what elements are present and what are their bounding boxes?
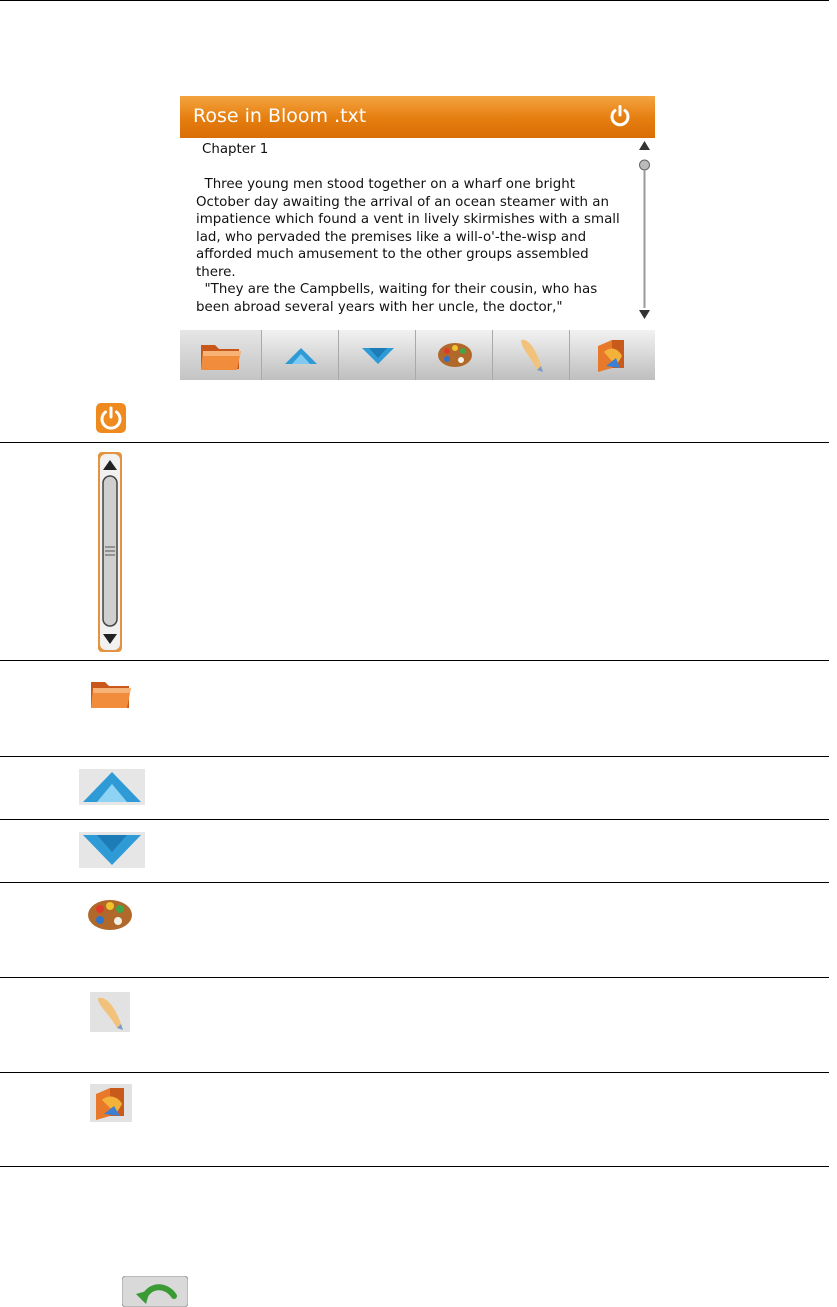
title-bar	[180, 96, 655, 138]
text-line: been abroad several years with her uncle, the doctor,"	[196, 299, 563, 315]
folder-icon	[198, 337, 244, 373]
row-divider	[0, 882, 829, 883]
ebook-reader-screen	[180, 96, 655, 380]
text-area[interactable]	[180, 138, 632, 328]
page-down-button[interactable]	[339, 330, 416, 380]
scroll-down-arrow-icon	[639, 310, 650, 319]
chapter-heading: Chapter 1	[202, 142, 269, 157]
scroll-up-arrow-icon	[639, 141, 650, 150]
exit-button[interactable]	[570, 330, 655, 380]
scrollbar	[97, 452, 123, 652]
row-divider	[0, 442, 829, 443]
bottom-toolbar	[180, 330, 655, 380]
book-text	[196, 176, 620, 316]
text-line: Three young men stood together on a wharf one bright	[196, 177, 575, 192]
row-divider	[0, 819, 829, 820]
text-line: impatience which found a vent in lively skirmishes with a small	[196, 212, 620, 227]
back-icon	[122, 1276, 188, 1307]
open-file-button[interactable]	[180, 330, 262, 380]
palette-icon	[86, 896, 134, 934]
page-top-rule	[0, 0, 829, 1]
power-icon[interactable]	[608, 104, 632, 128]
scroll-thumb	[640, 160, 650, 170]
pen-icon	[515, 336, 547, 374]
row-divider	[0, 660, 829, 661]
scrollbar[interactable]	[636, 138, 653, 328]
row-divider	[0, 977, 829, 978]
text-line: afforded much amusement to the other groups assembled	[196, 247, 589, 262]
page-down-icon	[361, 347, 395, 365]
page-down-icon	[79, 832, 145, 868]
page-up-button[interactable]	[262, 330, 339, 380]
folder-icon	[88, 674, 134, 712]
row-divider	[0, 756, 829, 757]
text-line: there.	[196, 264, 236, 280]
row-divider	[0, 1166, 829, 1167]
exit-icon	[90, 1084, 132, 1122]
page-up-icon	[284, 347, 318, 365]
text-line: October day awaiting the arrival of an ocean steamer with an	[196, 194, 609, 210]
window-title: Rose in Bloom .txt	[193, 105, 367, 127]
power-icon	[96, 403, 126, 433]
text-line: lad, who pervaded the premises like a will-o'-the-wisp and	[196, 229, 587, 245]
row-divider	[0, 1072, 829, 1073]
palette-icon	[436, 340, 474, 370]
exit-icon	[592, 336, 630, 374]
pen-button[interactable]	[493, 330, 570, 380]
page-up-icon	[79, 769, 145, 805]
text-line: "They are the Campbells, waiting for their cousin, who has	[196, 282, 598, 297]
color-settings-button[interactable]	[416, 330, 493, 380]
pen-icon	[90, 992, 130, 1032]
